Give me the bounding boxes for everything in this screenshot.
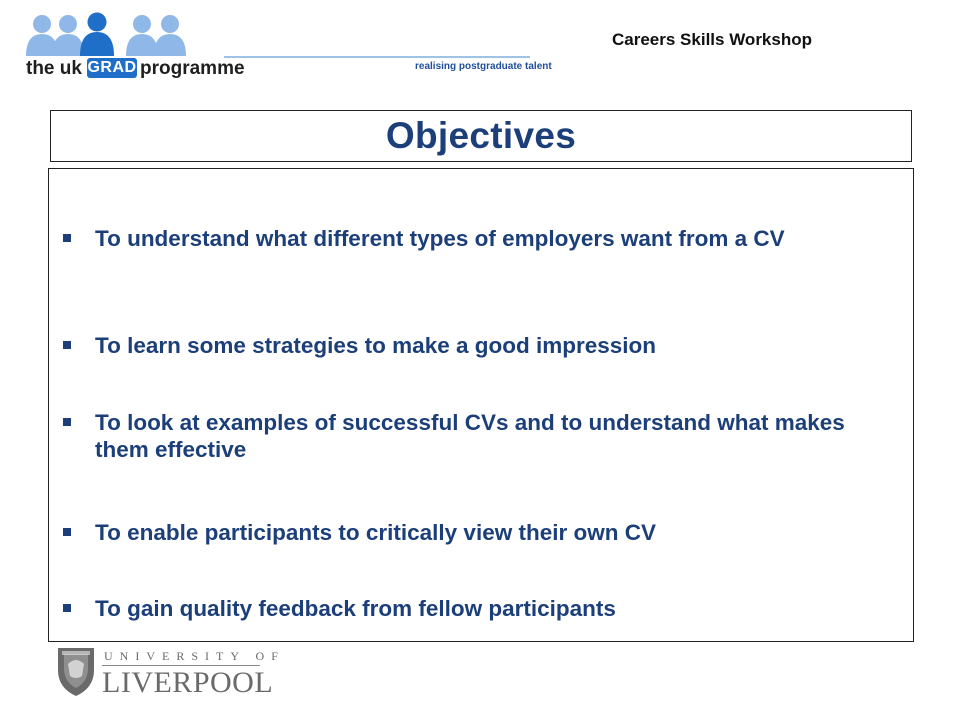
workshop-title: Careers Skills Workshop — [612, 30, 812, 49]
logo-word-the-uk: the uk — [26, 58, 82, 79]
list-item-text: To enable participants to critically view their own CV — [95, 520, 656, 545]
list-item-text: To learn some strategies to make a good impression — [95, 333, 656, 358]
bullet-square-icon — [63, 528, 71, 536]
list-item — [61, 409, 901, 463]
content-box — [48, 168, 914, 642]
uk-grad-logo — [20, 12, 552, 82]
university-top-text: UNIVERSITY OF — [104, 649, 285, 663]
bullet-square-icon — [63, 341, 71, 349]
logo-word-grad: GRAD — [87, 59, 137, 76]
bullet-square-icon — [63, 418, 71, 426]
list-item — [61, 519, 901, 546]
university-crest-icon — [56, 646, 96, 698]
list-item — [61, 595, 901, 622]
bullet-square-icon — [63, 604, 71, 612]
bullet-square-icon — [63, 234, 71, 242]
people-group-icon — [20, 12, 220, 58]
logo-word-programme: programme — [140, 58, 245, 79]
slide-title: Objectives — [385, 115, 577, 156]
logo-tagline: realising postgraduate talent — [415, 61, 552, 72]
list-item — [61, 332, 901, 359]
list-item — [61, 225, 901, 252]
list-item-text: To look at examples of successful CVs and to understand what makes them effective — [95, 410, 845, 462]
title-box — [50, 110, 912, 162]
list-item-text: To understand what different types of employers want from a CV — [95, 226, 785, 251]
list-item-text: To gain quality feedback from fellow participants — [95, 596, 616, 621]
university-name: LIVERPOOL — [102, 666, 274, 699]
university-logo — [56, 646, 285, 706]
logo-divider — [224, 56, 530, 58]
